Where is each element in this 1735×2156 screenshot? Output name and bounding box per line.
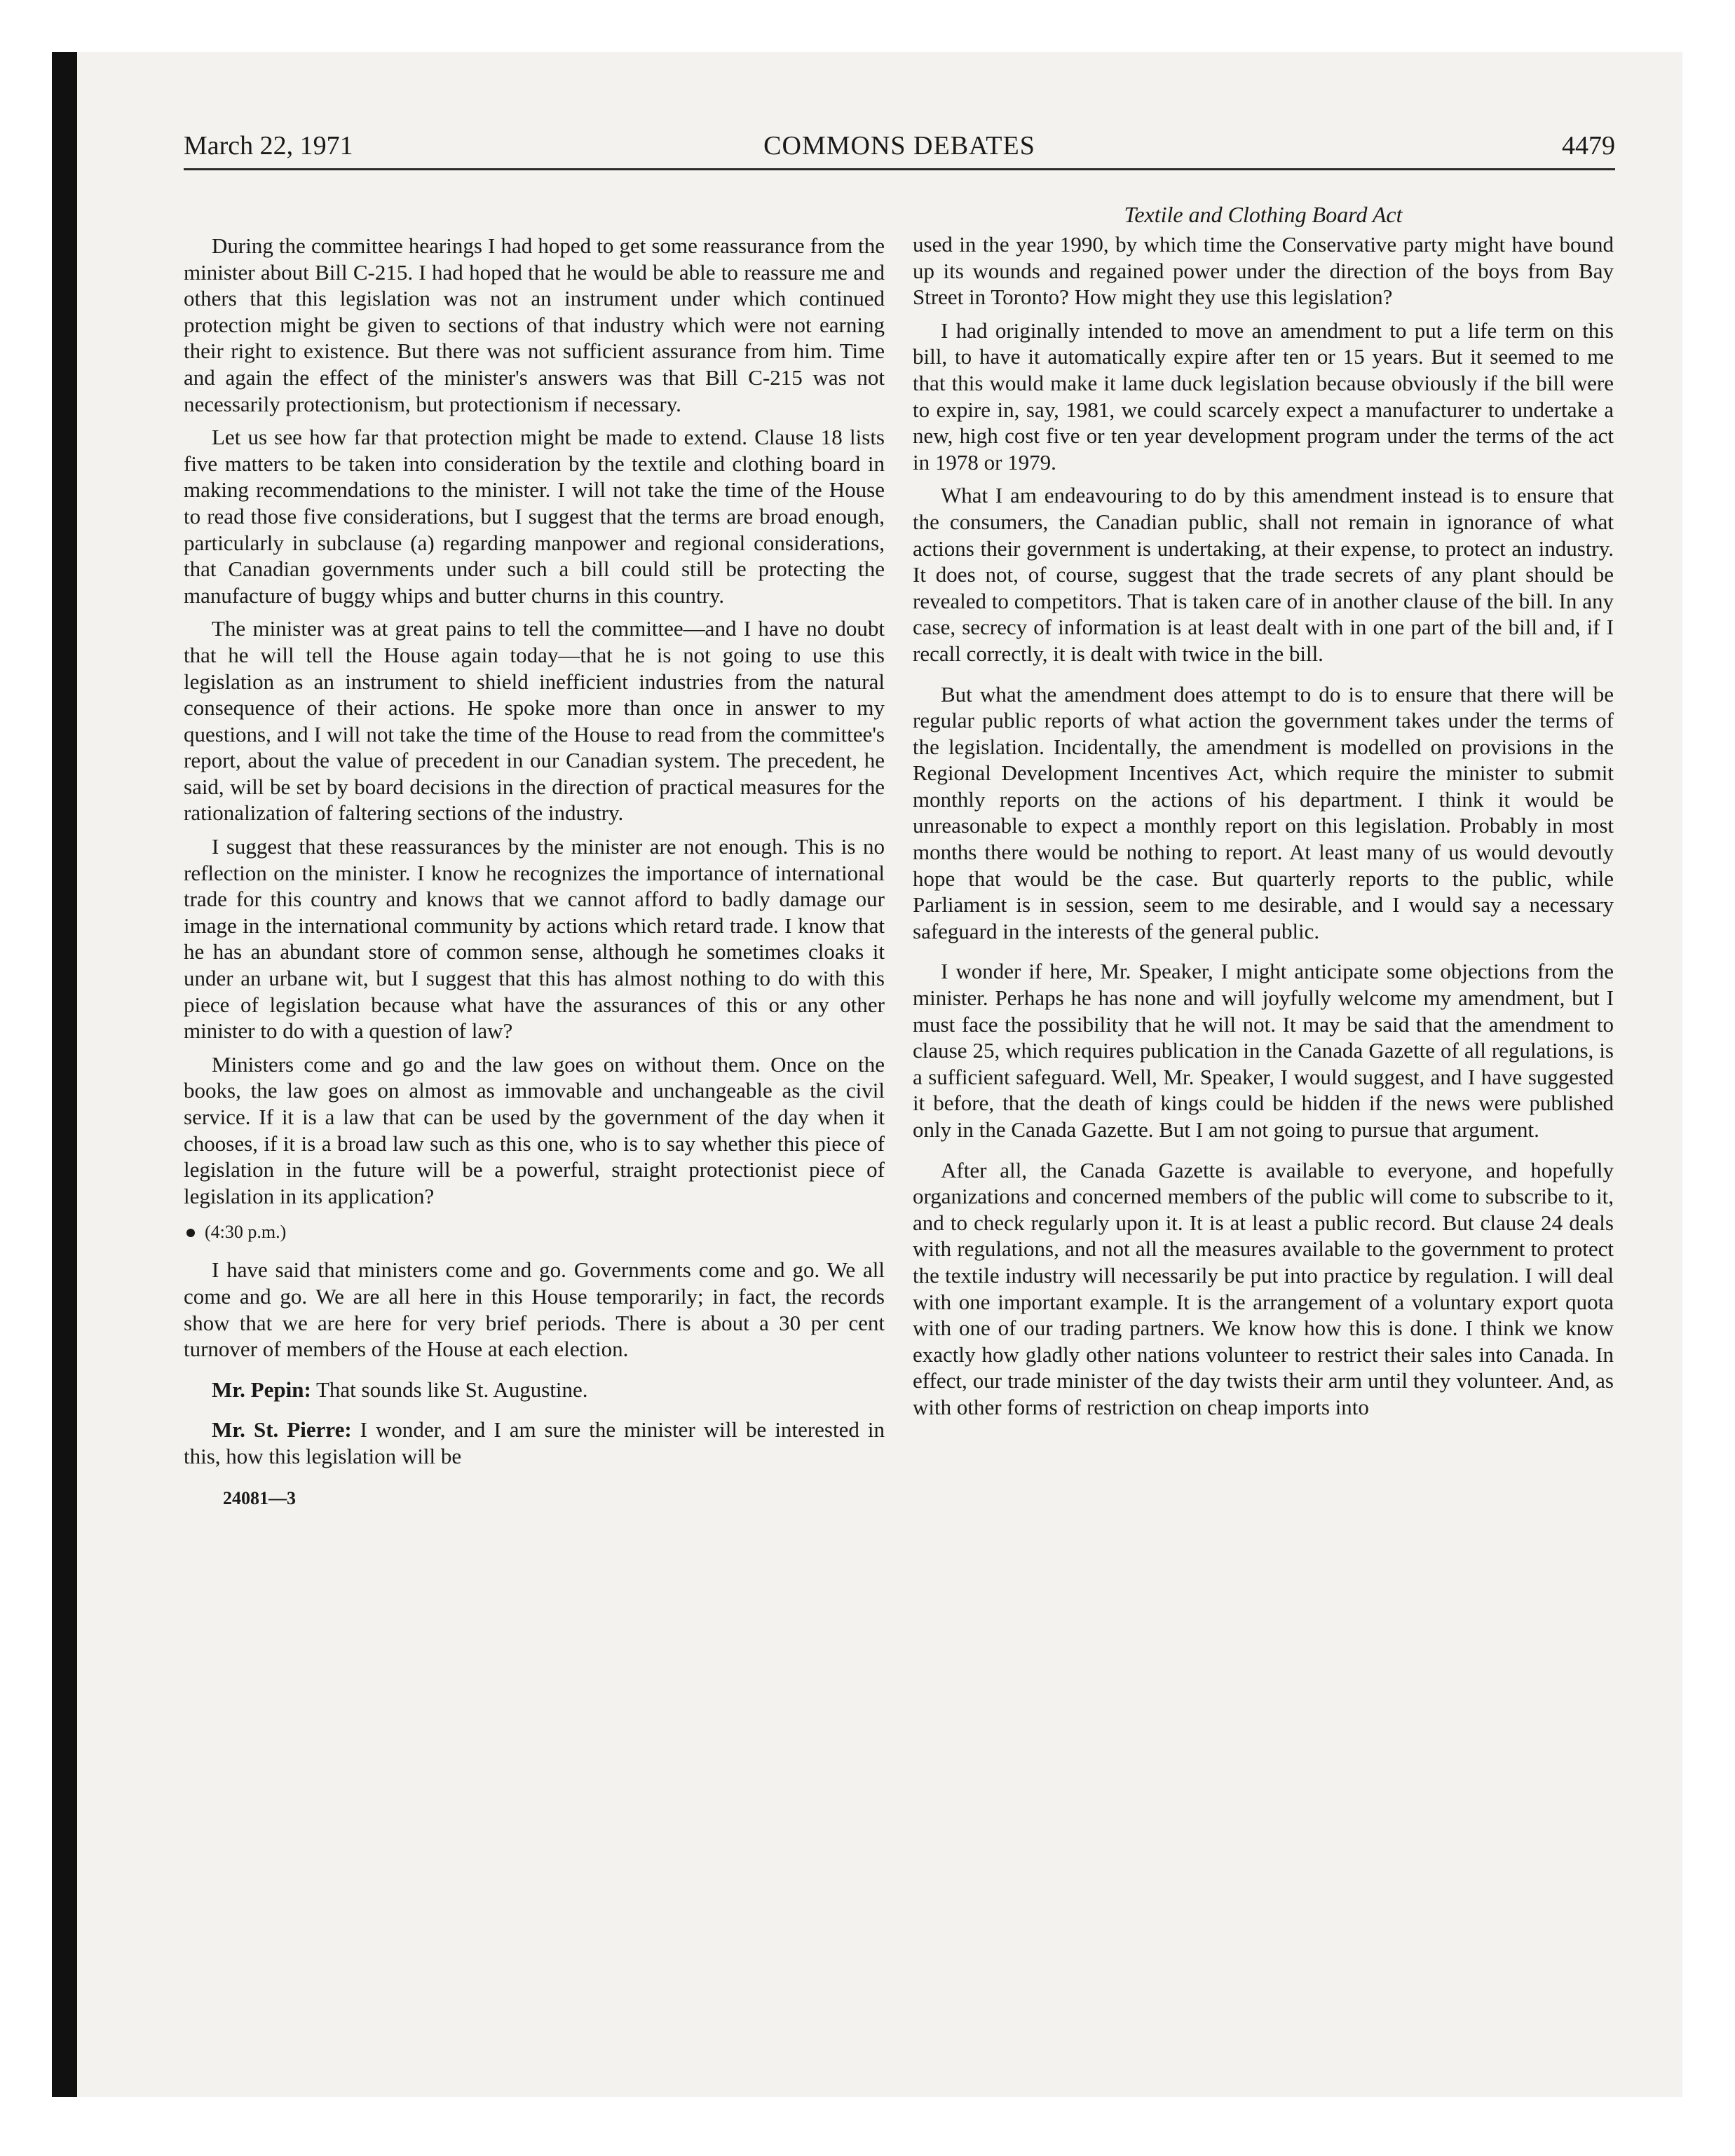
paragraph: I have said that ministers come and go. Governments come and go. We all come and go. We are all here in this House temporarily; in fact, the records show that we are here for very brief periods. There is about a 30 per cent turnover of members of the House at each election. xyxy=(184,1257,885,1362)
speaker-paragraph xyxy=(184,1417,885,1469)
page-header xyxy=(184,126,1615,170)
paragraph: What I am endeavouring to do by this amendment instead is to ensure that the consumers, the Canadian public, shall not remain in ignorance of what actions their government is undertaking, at their expense, to protect an industry. It does not, of course, suggest that the trade secrets of any plant should be revealed to competitors. That is taken care of in another clause of the bill. In any case, secrecy of information is at least dealt with in one part of the bill and, if I recall correctly, it is dealt with twice in the bill. xyxy=(913,483,1614,666)
header-title: COMMONS DEBATES xyxy=(763,131,1035,161)
header-date: March 22, 1971 xyxy=(184,131,353,161)
paragraph: The minister was at great pains to tell the committee—and I have no doubt that he will tell the House again today—that he is not going to use this legislation as an instrument to shield inefficient industries from the natural consequence of their actions. He spoke more than once in answer to my questions, and I will not take the time of the House to read from the committee's report, about the value of precedent in our Canadian system. The precedent, he said, will be set by board decisions in the direction of practical measures for the rationalization of faltering sections of the industry. xyxy=(184,616,885,826)
print-code: 24081—3 xyxy=(223,1487,296,1508)
time-marker xyxy=(184,1220,885,1244)
paragraph: Ministers come and go and the law goes on without them. Once on the books, the law goes on almost as immovable and unchangeable as the civil service. If it is a law that can be used by the government of the day when it chooses, if it is a broad law such as this one, who is to say whether this piece of legislation in the future will be a powerful, straight protectionist piece of legislation in its application? xyxy=(184,1051,885,1208)
speaker-paragraph xyxy=(184,1377,885,1403)
scan-edge xyxy=(52,52,77,2097)
bullet-icon xyxy=(186,1229,195,1237)
header-page-number: 4479 xyxy=(1562,131,1615,161)
paragraph: After all, the Canada Gazette is available to everyone, and hopefully organizations and concerned members of the public will come to subscribe to it, and to check regularly upon it. It is at least a public record. But clause 24 deals with regulations, and not all the measures available to the government to protect the textile industry will necessarily be put into practice by regulation. I will deal with one important example. It is the arrangement of a voluntary export quota with one of our trading partners. We know how this is done. I think we know exactly how gladly other nations volunteer to restrict their sales into Canada. In effect, our trade minister of the day twists their arm until they volunteer. And, as with other forms of restriction on cheap imports into xyxy=(913,1157,1614,1419)
speaker-name: Mr. Pepin: xyxy=(212,1377,311,1402)
paragraph: Let us see how far that protection might be made to extend. Clause 18 lists five matters to be taken into consideration by the textile and clothing board in making recommendations to the minister. I will not take the time of the House to read those five considerations, but I suggest that the terms are broad enough, particularly in subclause (a) regarding manpower and regional considerations, that Canadian governments under such a bill could still be protecting the manufacture of buggy whips and butter churns in this country. xyxy=(184,425,885,608)
speaker-text: I wonder, and I am sure the minister will be interested in this, how this legislation will be xyxy=(184,1417,885,1468)
paragraph: used in the year 1990, by which time the Conservative party might have bound up its wounds and regained power under the direction of the boys from Bay Street in Toronto? How might they use this legislation? xyxy=(913,232,1614,310)
running-head: Textile and Clothing Board Act xyxy=(1124,202,1403,227)
left-column xyxy=(184,233,885,1511)
paragraph: I had originally intended to move an amendment to put a life term on this bill, to have it automatically expire after ten or 15 years. But it seemed to me that this would make it lame duck legislation because obviously if the bill were to expire in, say, 1981, we could scarcely expect a manufacturer to undertake a new, high cost five or ten year development program under the terms of the act in 1978 or 1979. xyxy=(913,318,1614,475)
paragraph: But what the amendment does attempt to do is to ensure that there will be regular public reports of what action the government takes under the terms of the legislation. Incidentally, the amendment is modelled on provisions in the Regional Development Incentives Act, which require the minister to submit monthly reports on the actions of his department. I think it would be unreasonable to expect a monthly report on this legislation. Probably in most months there would be nothing to report. At least many of us would devoutly hope that would be the case. But quarterly reports to the public, while Parliament is in session, seem to me desirable, and I would say a necessary safeguard in the interests of the general public. xyxy=(913,681,1614,943)
right-column xyxy=(913,200,1614,1428)
paragraph: I suggest that these reassurances by the minister are not enough. This is no reflection on the minister. I know he recognizes the importance of international trade for this country and knows that we cannot afford to badly damage our image in the international community by actions which retard trade. I know that he has an abundant store of common sense, although he sometimes cloaks it under an urbane wit, but I suggest that this has almost nothing to do with this piece of legislation because what have the assurances of this or any other minister to do with a question of law? xyxy=(184,834,885,1044)
paragraph: During the committee hearings I had hoped to get some reassurance from the minister about Bill C-215. I had hoped that he would be able to reassure me and others that this legislation was not an instrument under which continued protection might be given to sections of that industry which were not earning their right to existence. But there was not sufficient assurance from him. Time and again the effect of the minister's answers was that Bill C-215 was not necessarily protectionism, but protectionism if necessary. xyxy=(184,233,885,416)
speaker-text: That sounds like St. Augustine. xyxy=(311,1377,588,1402)
speaker-name: Mr. St. Pierre: xyxy=(212,1417,352,1442)
paragraph: I wonder if here, Mr. Speaker, I might anticipate some objections from the minister. Perhaps he has none and will joyfully welcome my amendment, but I must face the possibility that he will not. It may be said that the amendment to clause 25, which requires publication in the Canada Gazette of all regulations, is a sufficient safeguard. Well, Mr. Speaker, I would suggest, and I have suggested it before, that the death of kings could be hidden if the news were published only in the Canada Gazette. But I am not going to pursue that argument. xyxy=(913,959,1614,1142)
time-marker-text: (4:30 p.m.) xyxy=(205,1222,287,1243)
